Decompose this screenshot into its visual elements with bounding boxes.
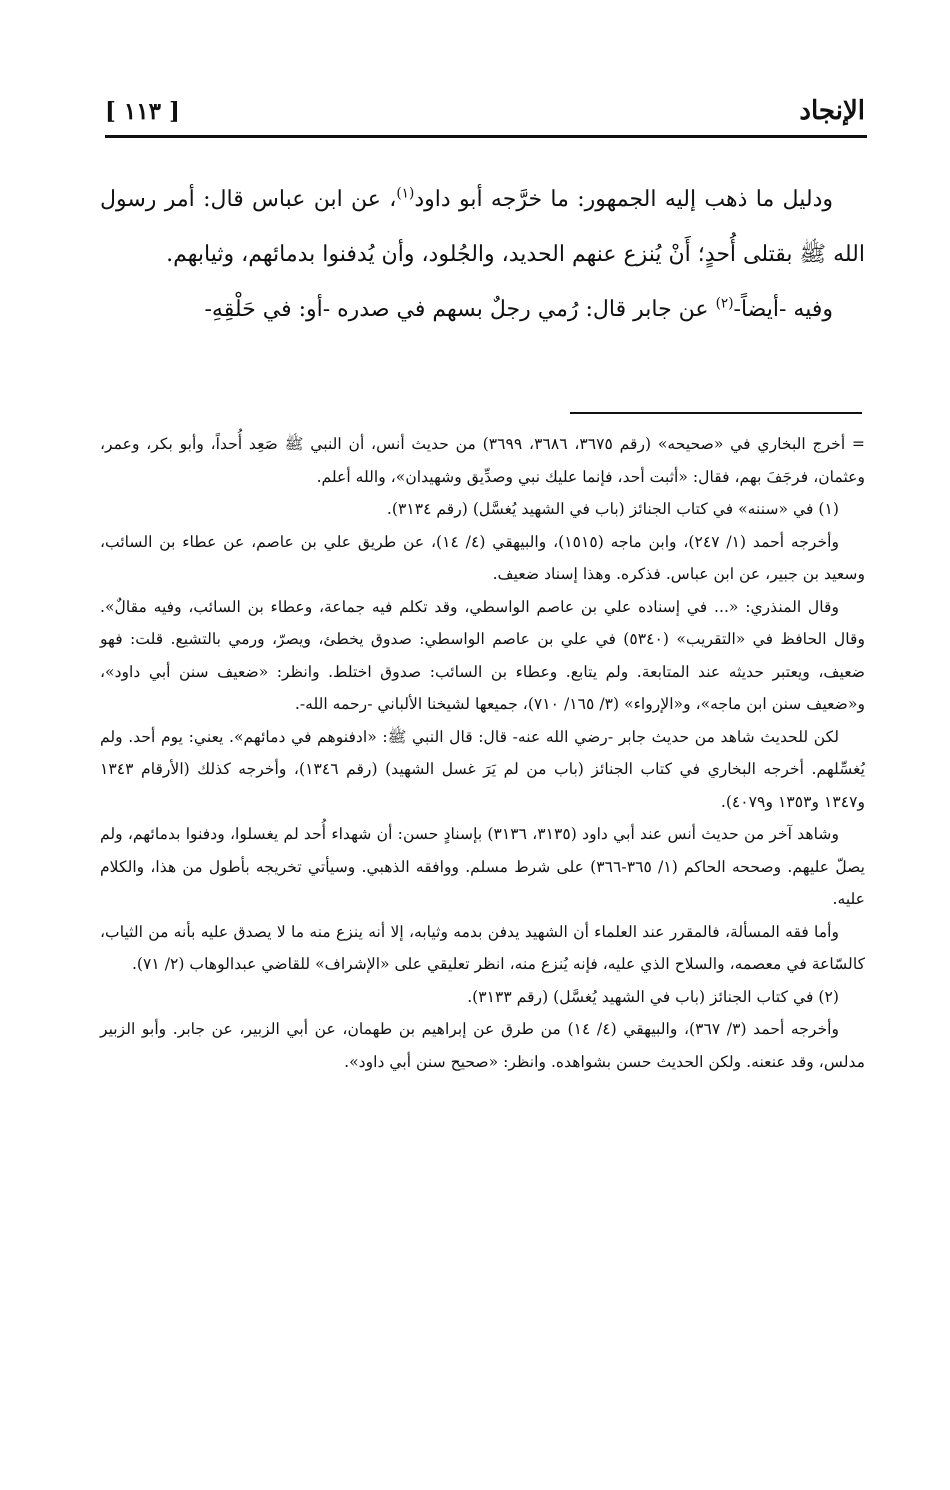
footnote-ref-2: (٢) bbox=[715, 295, 734, 312]
header-rule bbox=[105, 135, 867, 138]
running-title: الإنجاد bbox=[799, 96, 865, 126]
footnote-separator bbox=[570, 412, 862, 414]
footnote-paragraph: (١) في «سننه» في كتاب الجنائز (باب في الشهيد يُغسَّل) (رقم ٣١٣٤). bbox=[386, 500, 839, 518]
footnote-paragraph: وشاهد آخر من حديث أنس عند أبي داود (٣١٣٥، ٣١٣٦) بإسنادٍ حسن: أن شهداء أُحد لم يغسلوا، ودفنوا بدمائهم، ولم يصلّ عليهم. وصححه الحاكم (١/ ٣٦٥-٣٦٦) على شرط مسلم. ووافقه الذهبي. وسيأتي تخريجه بأطول من هذا، والكلام عليه. bbox=[100, 825, 866, 908]
footnote-paragraph: (٢) في كتاب الجنائز (باب في الشهيد يُغسَّل) (رقم ٣١٣٣). bbox=[467, 987, 839, 1006]
footnote-paragraph: وأما فقه المسألة، فالمقرر عند العلماء أن الشهيد يدفن بدمه وثيابه، إلا أنه ينزع منه ما لا يصدق عليه بأنه من الثياب، كالسّاعة في معصمه، والسلاح الذي عليه، فإنه يُنزع منه، انظر تعليقي على «الإشراف» للقاضي عبدالوهاب (٢/ ٧١). bbox=[100, 922, 865, 973]
footnote-paragraph: = أخرج البخاري في «صحيحه» (رقم ٣٦٧٥، ٣٦٨٦، ٣٦٩٩) من حديث أنس، أن النبي ﷺ صَعِد أُحداً، وأبو بكر، وعمر، وعثمان، فرجَفَ بهم، فقال: «أثبت أحد، فإنما عليك نبي وصدِّيق وشهيدان»، والله أعلم. bbox=[100, 435, 865, 486]
main-text-run: ، عن ابن عباس قال: أمر رسول الله ﷺ بقتلى أُحدٍ؛ أَنْ يُنزع عنهم الحديد، والجُلود، وأن يُدفنوا بدمائهم، وثيابهم. bbox=[100, 187, 865, 267]
page-header bbox=[105, 90, 865, 132]
footnote-paragraph: وأخرجه أحمد (٣/ ٣٦٧)، والبيهقي (٤/ ١٤) من طرق عن إبراهيم بن طهمان، عن أبي الزبير، عن جابر. وأبو الزبير مدلس، وقد عنعنه. ولكن الحديث حسن بشواهده. وانظر: «صحيح سنن أبي داود». bbox=[100, 1020, 865, 1071]
main-text bbox=[100, 172, 865, 337]
footnote-paragraph: وأخرجه أحمد (١/ ٢٤٧)، وابن ماجه (١٥١٥)، والبيهقي (٤/ ١٤)، عن طريق علي بن عاصم، عن عطاء بن السائب، وسعيد بن جبير، عن ابن عباس. فذكره. وهذا إسناد ضعيف. bbox=[100, 532, 865, 583]
main-paragraph bbox=[100, 172, 865, 282]
footnote-ref-1: (١) bbox=[396, 185, 415, 202]
footnote-paragraph: وقال المنذري: «... في إسناده علي بن عاصم الواسطي، وقد تكلم فيه جماعة، وعطاء بن السائب، وفيه مقالٌ». وقال الحافظ في «التقريب» (٥٣٤٠) في علي بن عاصم الواسطي: صدوق يخطئ، ويصرّ، ورمي بالتشيع. قلت: فهو ضعيف، ويعتبر حديثه عند المتابعة. ولم يتابع. وعطاء بن السائب: صدوق اختلط. وانظر: «ضعيف سنن أبي داود»، و«ضعيف سنن ابن ماجه»، و«الإرواء» (٣/ ١٦٥/ ٧١٠)، جميعها لشيخنا الألباني -رحمه الله-. bbox=[100, 597, 865, 713]
footnotes bbox=[100, 428, 865, 1078]
main-text-run: عن جابر قال: رُمي رجلٌ بسهم في صدره -أو: في حَلْقِهِ- bbox=[204, 297, 716, 322]
main-paragraph bbox=[100, 282, 865, 337]
main-text-run: وفيه -أيضاً- bbox=[733, 297, 833, 322]
main-text-run: ودليل ما ذهب إليه الجمهور: ما خرَّجه أبو داود bbox=[414, 187, 833, 212]
footnote-paragraph: لكن للحديث شاهد من حديث جابر -رضي الله عنه- قال: قال النبي ﷺ: «ادفنوهم في دمائهم». يعني: يوم أحد. ولم يُغسِّلهم. أخرجه البخاري في كتاب الجنائز (باب من لم يَرَ غسل الشهيد) (رقم ١٣٤٦)، وأخرجه كذلك (الأرقام ١٣٤٣ و١٣٤٧ و١٣٥٣ و٤٠٧٩). bbox=[100, 727, 865, 811]
page-number: [ ١١٣ ] bbox=[105, 97, 180, 125]
